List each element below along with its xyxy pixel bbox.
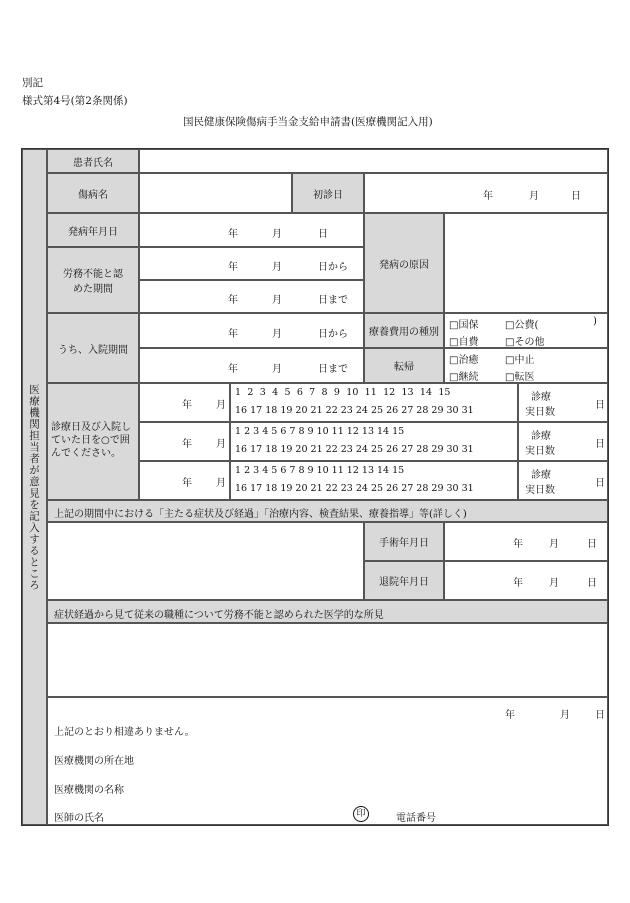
doctor-name-label: 医師の氏名 (54, 813, 104, 824)
calendar-row-1-15[interactable]: 1 2 3 4 5 6 7 8 9 10 11 12 13 14 15 (235, 426, 405, 437)
discharge-date-field[interactable]: 年 月 日 (444, 561, 608, 600)
actual-days-3[interactable]: 診療 実日数 日 (518, 461, 608, 500)
form-number: 様式第4号(第2条関係) (22, 95, 128, 107)
patient-name-field[interactable] (139, 149, 608, 173)
incapacity-period-label: 労務不能と認めた期間 (47, 247, 139, 313)
medical-opinion-field[interactable] (47, 623, 608, 697)
calendar-row-16-31[interactable]: 16 17 18 19 20 21 22 23 24 25 26 27 28 29 30 31 (235, 405, 474, 416)
calendar-month-2[interactable]: 年 月 (139, 422, 230, 461)
calendar-row-16-31[interactable]: 16 17 18 19 20 21 22 23 24 25 26 27 28 29 30 31 (235, 483, 474, 494)
checkbox-jihi[interactable]: □自費 (449, 337, 479, 348)
hospital-from-field[interactable]: 年 月 日から (139, 313, 364, 348)
outcome-options[interactable] (444, 348, 608, 383)
calendar-days-1[interactable] (230, 383, 518, 422)
certify-text: 上記のとおり相違ありません。 (54, 727, 195, 738)
medical-opinion-label: 症状経過から見て従来の職種について労務不能と認められた医学的な所見 (47, 600, 608, 623)
institution-name-label: 医療機関の名称 (54, 785, 124, 796)
calendar-month-1[interactable]: 年 月 (139, 383, 230, 422)
calendar-days-3[interactable] (230, 461, 518, 500)
patient-name-label: 患者氏名 (47, 149, 139, 173)
expense-type-label: 療養費用の種別 (364, 313, 444, 348)
checkbox-chushi[interactable]: □中止 (505, 355, 535, 366)
calendar-days-2[interactable] (230, 422, 518, 461)
checkbox-keizoku[interactable]: □継続 (449, 372, 479, 383)
actual-days-1[interactable]: 診療 実日数 日 (518, 383, 608, 422)
first-visit-date-field[interactable]: 年 月 日 (364, 173, 608, 213)
certification-section: 年 月 日 上記のとおり相違ありません。 医療機関の所在地 医療機関の名称 医師の氏名 印 電話番号 (47, 697, 608, 825)
first-visit-label: 初診日 (292, 173, 364, 213)
onset-cause-field[interactable] (444, 213, 608, 313)
side-label-cell (22, 149, 47, 825)
checkbox-chiyu[interactable]: □治癒 (449, 355, 479, 366)
calendar-month-3[interactable]: 年 月 (139, 461, 230, 500)
hospital-until-field[interactable]: 年 月 日まで (139, 348, 364, 383)
checkbox-kokuho[interactable]: □国保 (449, 320, 479, 331)
onset-cause-label: 発病の原因 (364, 213, 444, 313)
phone-label: 電話番号 (396, 813, 436, 824)
symptoms-field[interactable] (47, 522, 364, 600)
onset-date-field[interactable]: 年 月 日 (139, 213, 364, 247)
surgery-date-label: 手術年月日 (364, 522, 444, 561)
checkbox-sonota[interactable]: □その他 (505, 337, 545, 348)
checkbox-kouhi[interactable]: □公費( (505, 320, 539, 331)
symptoms-label: 上記の期間中における「主たる症状及び経過」「治療内容、検査結果、療養指導」等(詳しく) (47, 500, 608, 522)
form-title: 国民健康保険傷病手当金支給申請書(医療機関記入用) (183, 116, 433, 128)
visit-days-label: 診療日及び入院していた日を○で囲んでください。 (47, 383, 139, 500)
seal-mark: 印 (353, 806, 369, 822)
actual-days-2[interactable]: 診療 実日数 日 (518, 422, 608, 461)
attachment-label: 別記 (22, 77, 43, 89)
discharge-date-label: 退院年月日 (364, 561, 444, 600)
disease-name-field[interactable] (139, 173, 292, 213)
outcome-label: 転帰 (364, 348, 444, 383)
calendar-row-1-15[interactable]: 1 2 3 4 5 6 7 8 9 10 11 12 13 14 15 (235, 465, 405, 476)
surgery-date-field[interactable]: 年 月 日 (444, 522, 608, 561)
side-label: 医療機関担当者が意見を記入するところ (28, 383, 40, 591)
institution-address-label: 医療機関の所在地 (54, 756, 134, 767)
application-form (21, 148, 609, 826)
calendar-row-1-15[interactable]: 1 2 3 4 5 6 7 8 9 10 11 12 13 14 15 (235, 387, 451, 398)
expense-type-options[interactable]: □国保 □公費( ) □自費 □その他 (444, 313, 608, 348)
incapacity-from-field[interactable]: 年 月 日から (139, 247, 364, 280)
hospital-period-label: うち、入院期間 (47, 313, 139, 383)
checkbox-teni[interactable]: □転医 (505, 372, 535, 383)
onset-date-label: 発病年月日 (47, 213, 139, 247)
disease-name-label: 傷病名 (47, 173, 139, 213)
calendar-row-16-31[interactable]: 16 17 18 19 20 21 22 23 24 25 26 27 28 29 30 31 (235, 444, 474, 455)
incapacity-until-field[interactable]: 年 月 日まで (139, 280, 364, 313)
